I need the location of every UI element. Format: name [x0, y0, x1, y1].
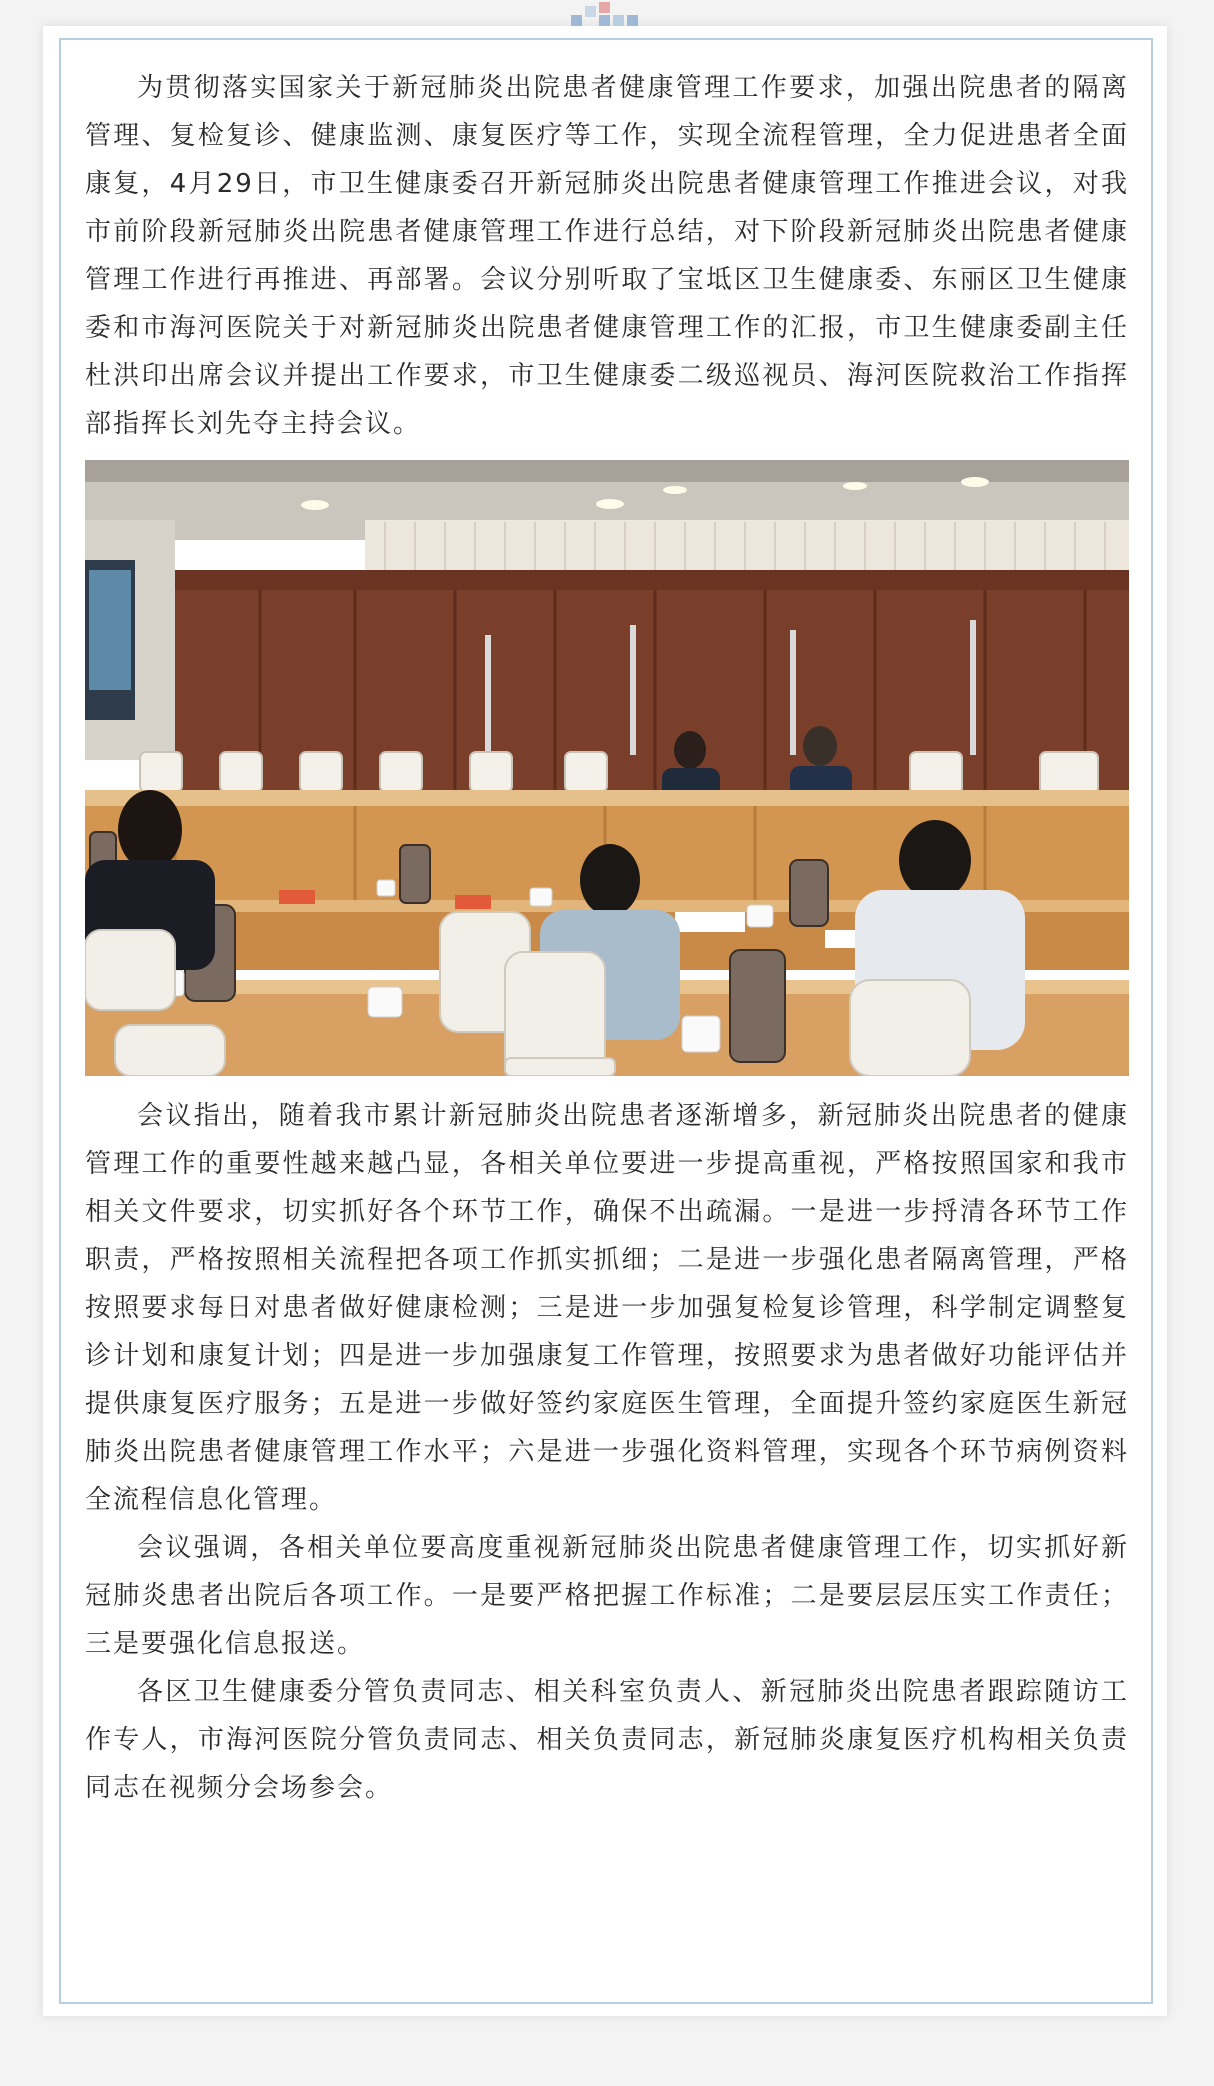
deco-square [599, 15, 610, 26]
article-paragraph: 各区卫生健康委分管负责同志、相关科室负责人、新冠肺炎出院患者跟踪随访工作专人，市海河医院分管负责同志、相关负责同志，新冠肺炎康复医疗机构相关负责同志在视频分会场参会。 [85, 1677, 1129, 1803]
deco-square [571, 15, 582, 26]
article-content [85, 64, 1129, 1812]
article-paragraph: 会议强调，各相关单位要高度重视新冠肺炎出院患者健康管理工作，切实抓好新冠肺炎患者出院后各项工作。一是要严格把握工作标准；二是要层层压实工作责任；三是要强化信息报送。 [85, 1533, 1129, 1659]
article-paragraph: 为贯彻落实国家关于新冠肺炎出院患者健康管理工作要求，加强出院患者的隔离管理、复检复诊、健康监测、康复医疗等工作，实现全流程管理，全力促进患者全面康复，4月29日，市卫生健康委召开新冠肺炎出院患者健康管理工作推进会议，对我市前阶段新冠肺炎出院患者健康管理工作进行总结，对下阶段新冠肺炎出院患者健康管理工作进行再推进、再部署。会议分别听取了宝坻区卫生健康委、东丽区卫生健康委和市海河医院关于对新冠肺炎出院患者健康管理工作的汇报，市卫生健康委副主任杜洪印出席会议并提出工作要求，市卫生健康委二级巡视员、海河医院救治工作指挥部指挥长刘先夺主持会议。 [85, 73, 1129, 439]
deco-square [627, 15, 638, 26]
meeting-photo [85, 460, 1129, 1076]
deco-square [585, 6, 596, 17]
article-paragraph: 会议指出，随着我市累计新冠肺炎出院患者逐渐增多，新冠肺炎出院患者的健康管理工作的重要性越来越凸显，各相关单位要进一步提高重视，严格按照国家和我市相关文件要求，切实抓好各个环节工作，确保不出疏漏。一是进一步捋清各环节工作职责，严格按照相关流程把各项工作抓实抓细；二是进一步强化患者隔离管理，严格按照要求每日对患者做好健康检测；三是进一步加强复检复诊管理，科学制定调整复诊计划和康复计划；四是进一步加强康复工作管理，按照要求为患者做好功能评估并提供康复医疗服务；五是进一步做好签约家庭医生管理，全面提升签约家庭医生新冠肺炎出院患者健康管理工作水平；六是进一步强化资料管理，实现各个环节病例资料全流程信息化管理。 [85, 1101, 1129, 1515]
deco-square [613, 15, 624, 26]
deco-square [599, 2, 610, 13]
header-decoration [571, 6, 643, 36]
